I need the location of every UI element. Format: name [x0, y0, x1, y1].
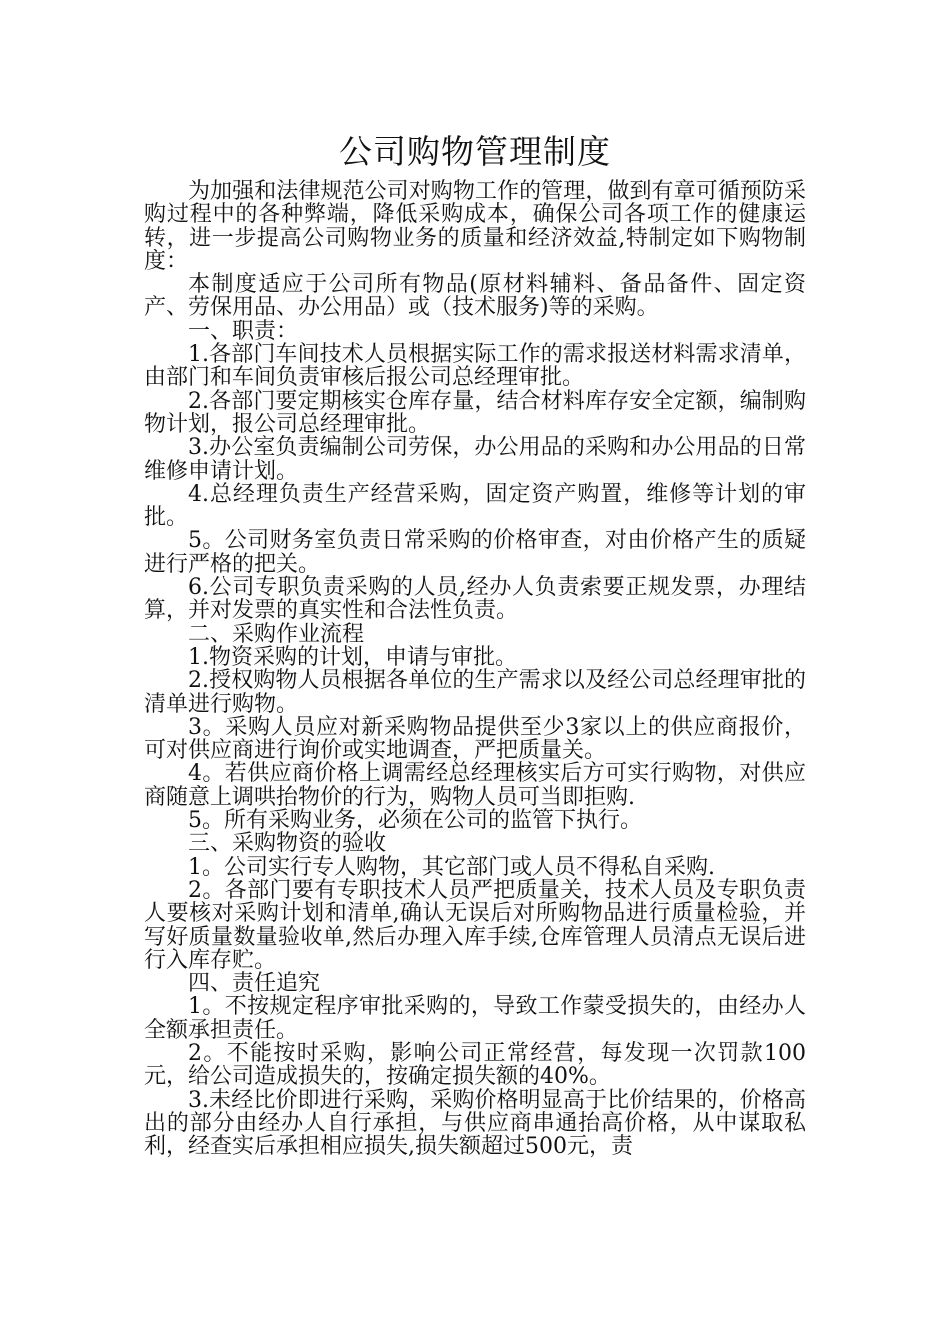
- section-heading-accountability: 四、责任追究: [188, 971, 321, 997]
- process-item-3: 3。采购人员应对新采购物品提供至少3家以上的供应商报价，可对供应商进行询价或实地调查，严把质量关。: [144, 714, 806, 764]
- duty-item-6: 6.公司专职负责采购的人员,经办人负责索要正规发票，办理结算，并对发票的真实性和合法性负责。: [144, 575, 806, 624]
- acceptance-item-1: 1。公司实行专人购物，其它部门或人员不得私自采购.: [188, 854, 715, 880]
- section-heading-acceptance: 三、采购物资的验收: [188, 831, 387, 857]
- duty-item-1: 1.各部门车间技术人员根据实际工作的需求报送材料需求清单，由部门和车间负责审核后报公司总经理审批。: [144, 342, 806, 391]
- document-page: [144, 124, 806, 1158]
- duty-item-3: 3.办公室负责编制公司劳保，办公用品的采购和办公用品的日常维修申请计划。: [144, 435, 806, 484]
- duty-item-5: 5。公司财务室负责日常采购的价格审查，对由价格产生的质疑进行严格的把关。: [144, 528, 806, 577]
- process-item-5: 5。所有采购业务，必须在公司的监管下执行。: [188, 808, 642, 834]
- section-heading-duties: 一、职责：: [188, 318, 299, 344]
- document-body: [144, 180, 806, 1158]
- process-item-4: 4。若供应商价格上调需经总经理核实后方可实行购物，对供应商随意上调哄抬物价的行为，购物人员可当即拒购.: [144, 761, 806, 810]
- accountability-item-3: 3.未经比价即进行采购，采购价格明显高于比价结果的，价格高出的部分由经办人自行承担，与供应商串通抬高价格，从中谋取私利，经查实后承担相应损失,损失额超过500元，责: [144, 1087, 806, 1160]
- duty-item-2: 2.各部门要定期核实仓库存量，结合材料库存安全定额，编制购物计划，报公司总经理审批。: [144, 388, 806, 437]
- process-item-2: 2.授权购物人员根据各单位的生产需求以及经公司总经理审批的清单进行购物。: [144, 668, 806, 717]
- section-heading-process: 二、采购作业流程: [188, 621, 365, 647]
- document-title: 公司购物管理制度: [339, 132, 611, 171]
- acceptance-item-2: 2。各部门要有专职技术人员严把质量关，技术人员及专职负责人要核对采购计划和清单,确认无误后对所购物品进行质量检验，并写好质量数量验收单,然后办理入库手续,仓库管理人员清点无误后进行入库存贮。: [144, 877, 806, 973]
- scope-paragraph: 本制度适应于公司所有物品(原材料辅料、备品备件、固定资产、劳保用品、办公用品）或（技术服务)等的采购。: [144, 272, 806, 321]
- process-item-1: 1.物资采购的计划，申请与审批。: [188, 644, 517, 670]
- intro-paragraph: 为加强和法律规范公司对购物工作的管理，做到有章可循预防采购过程中的各种弊端，降低采购成本，确保公司各项工作的健康运转，进一步提高公司购物业务的质量和经济效益,特制定如下购物制度：: [144, 179, 806, 274]
- accountability-item-1: 1。不按规定程序审批采购的，导致工作蒙受损失的，由经办人全额承担责任。: [144, 994, 806, 1043]
- duty-item-4: 4.总经理负责生产经营采购，固定资产购置，维修等计划的审批。: [144, 481, 806, 531]
- accountability-item-2: 2。不能按时采购，影响公司正常经营，每发现一次罚款100元，给公司造成损失的，按确定损失额的40%。: [144, 1040, 806, 1090]
